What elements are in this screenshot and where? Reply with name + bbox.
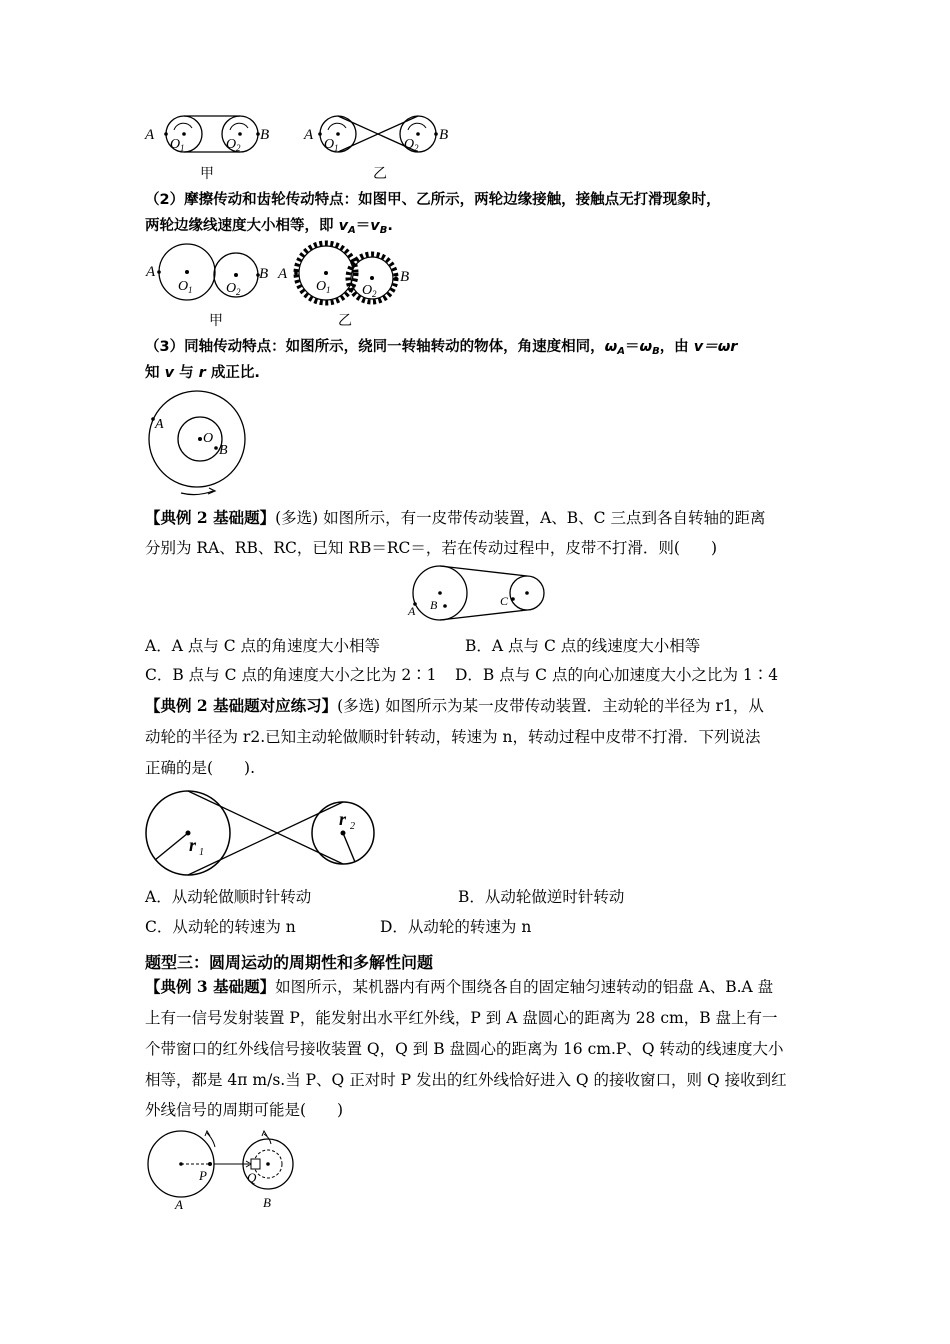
svg-text:B: B [219,443,228,458]
label-o2: O [226,137,237,152]
svg-text:O: O [404,137,415,152]
label-b: B [260,127,270,143]
ex2b-line2: 动轮的半径为 r2.已知主动轮做顺时针转动，转速为 n，转动过程中皮带不打滑．下列说法 [145,728,761,746]
svg-text:2: 2 [236,287,241,297]
ex3-tag: 【典例 3 基础题】 [145,977,276,996]
para2-line1: （2）摩擦传动和齿轮传动特点：如图甲、乙所示，两轮边缘接触，接触点无打滑现象时， [145,192,721,208]
ex2b-option-b: B．从动轮做逆时针转动 [458,888,625,906]
fig2-caption-left: 甲 [209,313,223,329]
svg-text:O: O [362,283,373,298]
svg-text:A: A [304,127,314,143]
svg-text:A: A [278,266,288,282]
disk-signal-figure [143,1125,308,1217]
svg-text:B: B [400,269,410,285]
friction-gear-figure [140,240,430,310]
ex2b-option-a: A．从动轮做顺时针转动 [145,888,312,906]
ex3-line5: 外线信号的周期可能是( ) [145,1101,344,1119]
ex3-line4: 相等，都是 4π m/s.当 P、Q 正对时 P 发出的红外线恰好进入 Q 的接收窗口，则 Q 接收到红 [145,1071,787,1089]
para3-line2: 知 v 与 r 成正比. [145,365,260,381]
ex2b-option-d: D．从动轮的转速为 n [380,918,532,936]
svg-text:1: 1 [326,285,331,295]
svg-text:O: O [203,431,214,446]
svg-text:O: O [316,279,327,294]
svg-text:2: 2 [372,289,377,299]
coaxial-figure [145,387,255,499]
ex2b-line3: 正确的是( ). [145,759,256,777]
label-o2-sub: 2 [236,143,241,153]
svg-text:1: 1 [334,143,339,153]
crossed-belt-figure [143,788,378,880]
ex2-line2: 分别为 RA、RB、RC，已知 RB＝RC＝，若在传动过程中，皮带不打滑．则( ) [145,539,717,557]
ex2-option-c: C．B 点与 C 点的角速度大小之比为 2∶1 [145,666,437,684]
ex2b-line1: 【典例 2 基础题对应练习】(多选) 如图所示为某一皮带传动装置．主动轮的半径为 r1，从 [145,696,764,715]
svg-text:r: r [339,809,347,829]
svg-text:A: A [155,417,164,432]
section3-title: 题型三：圆周运动的周期性和多解性问题 [145,953,434,972]
ex2-line1: 【典例 2 基础题】(多选) 如图所示，有一皮带传动装置，A、B、C 三点到各自转轴的距离 [145,508,766,527]
svg-text:2: 2 [350,821,355,832]
svg-text:B: B [259,266,269,282]
svg-text:A: A [175,1197,183,1212]
ex2-option-d: D．B 点与 C 点的向心加速度大小之比为 1∶4 [455,666,779,684]
svg-text:O: O [226,281,237,296]
svg-text:O: O [324,137,335,152]
svg-text:C: C [500,594,509,608]
svg-text:B: B [263,1195,271,1210]
para3-line1: （3）同轴传动特点：如图所示，绕同一转轴转动的物体，角速度相同，$\omega_A=\omega_B$，由 v＝ωr [145,339,738,357]
svg-text:A: A [146,264,156,280]
svg-text:A: A [408,604,416,618]
label-a: A [145,127,155,143]
ex2-option-b: B．A 点与 C 点的线速度大小相等 [465,637,701,655]
ex3-line1: 【典例 3 基础题】如图所示，某机器内有两个围绕各自的固定轴匀速转动的铝盘 A、B.A 盘 [145,977,774,996]
fig1-caption-right: 乙 [373,166,387,182]
svg-text:B: B [430,598,438,612]
fig2-caption-right: 乙 [338,313,352,329]
ex2b-tag: 【典例 2 基础题对应练习】 [145,696,338,715]
ex2-tag: 【典例 2 基础题】 [145,508,276,527]
svg-text:Q: Q [247,1170,257,1185]
label-o1: O [170,137,181,152]
svg-text:1: 1 [188,285,193,295]
svg-text:O: O [178,279,189,294]
svg-text:2: 2 [414,143,419,153]
ex2-option-a: A．A 点与 C 点的角速度大小相等 [145,637,381,655]
ex2b-option-c: C．从动轮的转速为 n [145,918,296,936]
para2-line2: 两轮边缘线速度大小相等，即 $v_A=v_B$. [145,218,393,236]
svg-text:P: P [199,1168,207,1183]
ex3-line2: 上有一信号发射装置 P，能发射出水平红外线，P 到 A 盘圆心的距离为 28 cm，B 盘上有一 [145,1009,778,1027]
svg-text:B: B [439,127,449,143]
ex3-line3: 个带窗口的红外线信号接收装置 Q，Q 到 B 盘圆心的距离为 16 cm.P、Q 转动的线速度大小 [145,1040,784,1058]
label-o1-sub: 1 [180,143,185,153]
ex2-belt-figure [405,563,550,623]
belt-drive-figure [140,112,460,187]
svg-text:r: r [189,835,197,855]
fig1-caption-left: 甲 [200,166,214,182]
svg-text:1: 1 [199,847,204,858]
